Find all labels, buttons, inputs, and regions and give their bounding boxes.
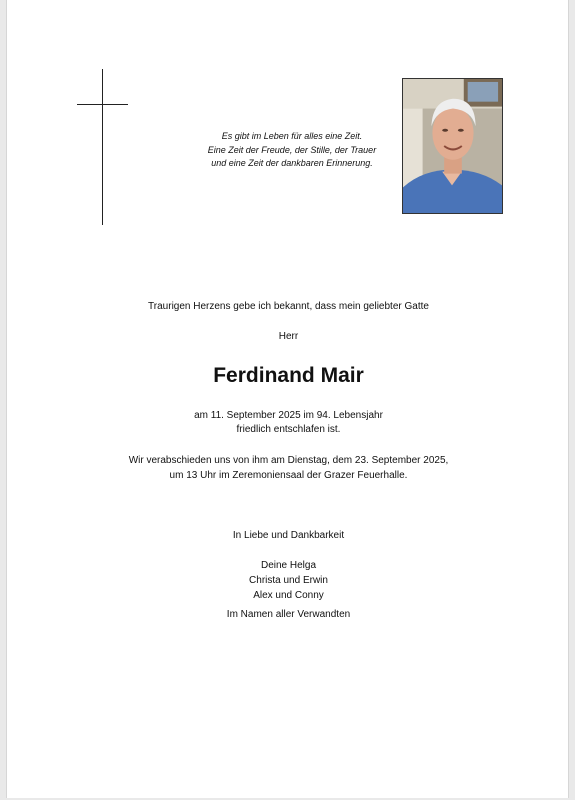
mourner-name: Alex und Conny <box>253 590 324 601</box>
farewell-date-line: Wir verabschieden uns von ihm am Dienstag, dem 23. September 2025, <box>128 455 449 466</box>
farewell-location-line: um 13 Uhr im Zeremoniensaal der Grazer Feuerhalle. <box>169 470 408 481</box>
obituary-page <box>6 0 569 798</box>
quote-line: Es gibt im Leben für alles eine Zeit. <box>221 131 363 141</box>
portrait-photo <box>402 78 503 214</box>
mourner-name: Deine Helga <box>260 560 317 571</box>
quote-line: und eine Zeit der dankbaren Erinnerung. <box>211 158 373 168</box>
cross-vertical-bar <box>102 69 103 225</box>
closing-text: In Liebe und Dankbarkeit <box>232 530 345 541</box>
salutation: Herr <box>278 331 299 342</box>
cross-horizontal-bar <box>77 104 128 105</box>
quote-line: Eine Zeit der Freude, der Stille, der Trauer <box>207 144 377 155</box>
announcement-text: Traurigen Herzens gebe ich bekannt, dass mein geliebter Gatte <box>148 301 429 312</box>
death-description-line: friedlich entschlafen ist. <box>236 424 341 435</box>
memorial-quote <box>167 130 417 171</box>
relatives-line: Im Namen aller Verwandten <box>226 609 351 620</box>
mourner-name: Christa und Erwin <box>249 575 328 586</box>
deceased-name: Ferdinand Mair <box>213 364 364 387</box>
death-date-line: am 11. September 2025 im 94. Lebensjahr <box>194 410 383 421</box>
